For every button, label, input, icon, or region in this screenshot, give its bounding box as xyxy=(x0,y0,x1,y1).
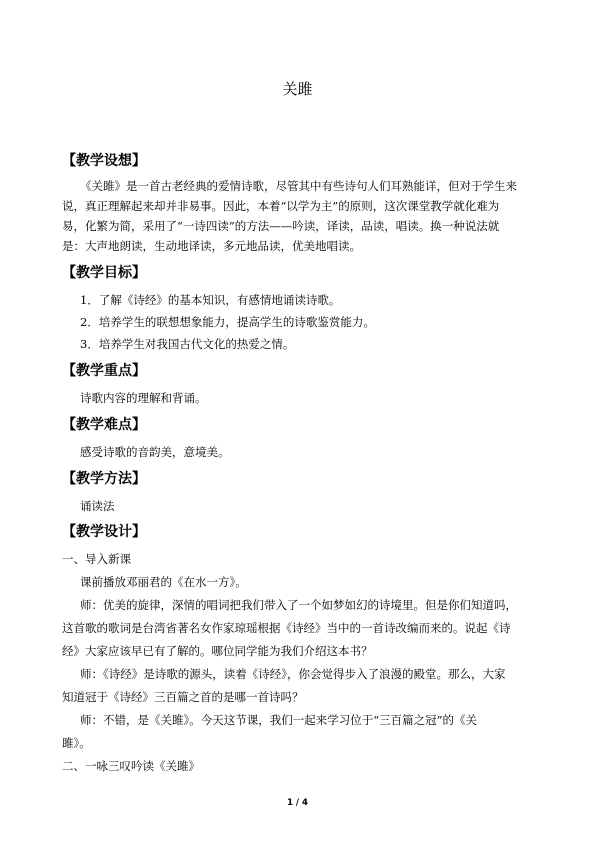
difficulties-text: 感受诗歌的音韵美，意境美。 xyxy=(80,445,230,459)
section-heading-teaching-design: 【教学设计】 xyxy=(62,524,146,540)
page-number: 1 / 4 xyxy=(287,798,308,808)
paragraph-line: 说，真正理解起来却并非易事。因此，本着“以学为主”的原则，这次课堂教学就化难为 xyxy=(62,199,500,213)
part-title: 一、导入新课 xyxy=(62,552,131,566)
paragraph-line: 师：优美的旋律，深情的唱词把我们带入了一个如梦如幻的诗境里。但是你们知道吗， xyxy=(80,598,517,612)
section-heading-design-idea: 【教学设想】 xyxy=(62,153,146,169)
paragraph-line: 是：大声地朗读，生动地译读，多元地品读，优美地唱读。 xyxy=(62,239,361,253)
paragraph-line: 师：《诗经》是诗歌的源头，读着《诗经》，你会觉得步入了浪漫的殿堂。那么，大家 xyxy=(80,667,506,681)
paragraph-line: 师：不错，是《关雎》。今天这节课，我们一起来学习位于“三百篇之冠”的《关 xyxy=(80,713,478,727)
section-heading-methods: 【教学方法】 xyxy=(62,471,146,487)
key-points-text: 诗歌内容的理解和背诵。 xyxy=(80,391,207,405)
paragraph-line: 经》大家应该早已有了解的。哪位同学能为我们介绍这本书？ xyxy=(62,644,373,658)
section-heading-goals: 【教学目标】 xyxy=(62,265,146,281)
methods-text: 诵读法 xyxy=(80,499,115,513)
paragraph-line: 易，化繁为简，采用了“一诗四读”的方法——吟读，译读，品读，唱读。换一种说法就 xyxy=(62,219,500,233)
goal-item: 2．培养学生的联想想象能力，提高学生的诗歌鉴赏能力。 xyxy=(80,315,375,329)
paragraph-line: 课前播放邓丽君的《在水一方》。 xyxy=(80,575,247,589)
goal-item: 3．培养学生对我国古代文化的热爱之情。 xyxy=(80,337,295,351)
section-heading-key-points: 【教学重点】 xyxy=(62,363,146,379)
paragraph-line: 《关雎》是一首古老经典的爱情诗歌，尽管其中有些诗句人们耳熟能详，但对于学生来 xyxy=(80,179,517,193)
part-title: 二、一咏三叹吟读《关雎》 xyxy=(62,759,200,773)
goal-item: 1．了解《诗经》的基本知识，有感情地诵读诗歌。 xyxy=(80,293,341,307)
section-heading-difficulties: 【教学难点】 xyxy=(62,417,146,433)
paragraph-line: 雎》。 xyxy=(62,736,91,750)
paragraph-line: 知道冠于《诗经》三百篇之首的是哪一首诗吗？ xyxy=(62,690,304,704)
page-title: 关雎 xyxy=(282,80,313,98)
paragraph-line: 这首歌的歌词是台湾省著名女作家琼瑶根据《诗经》当中的一首诗改编而来的。说起《诗 xyxy=(62,621,511,635)
